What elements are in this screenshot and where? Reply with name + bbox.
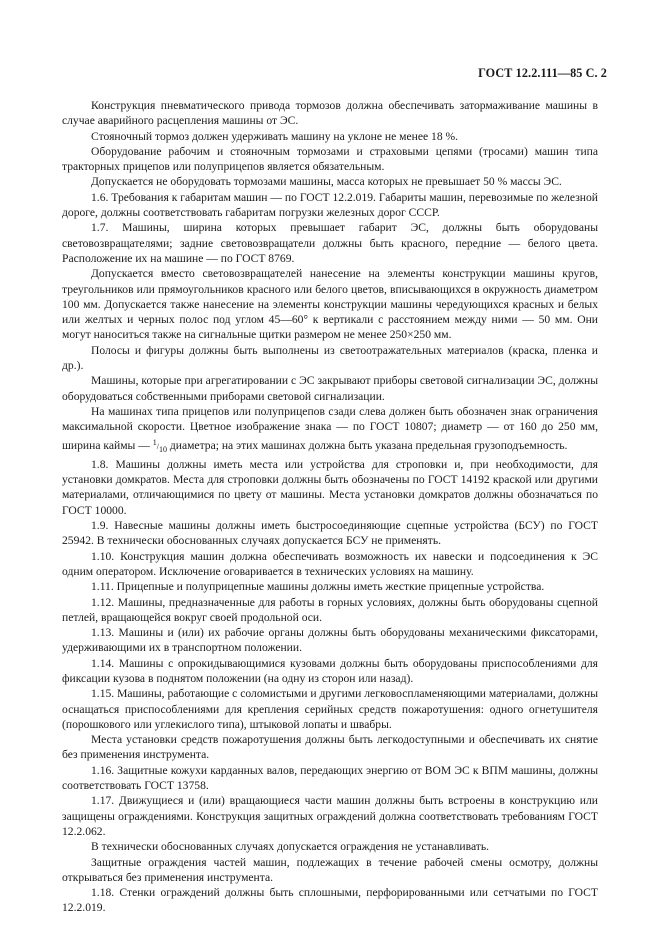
paragraph: Машины, которые при агрегатировании с ЭС закрывают приборы световой сигнализации ЭС, должны оборудоваться собственными приборами световой сигнализации. [62,374,598,403]
paragraph: 1.6. Требования к габаритам машин — по ГОСТ 12.2.019. Габариты машин, перевозимые по железной дороге, должны соответствовать габаритам погрузки железных дорог СССР. [62,190,598,220]
paragraph: 1.13. Машины и (или) их рабочие органы должны быть оборудованы механическими фиксаторами, удерживающими их в транспортном положении. [62,626,598,655]
paragraph: 1.17. Движущиеся и (или) вращающиеся части машин должны быть встроены в конструкцию или защищены ограждениями. Конструкция защитных ограждений должна соответствовать требованиям ГОСТ 12.2.062. [62,794,598,838]
fraction-denominator: 10 [158,444,167,454]
fraction-numerator: 1 [152,437,157,447]
paragraph-text: диаметра; на этих машинах должна быть указана предельная грузоподъемность. [166,438,568,452]
speed-sign-paragraph [62,404,598,457]
paragraph: 1.16. Защитные кожухи карданных валов, передающих энергию от ВОМ ЭС к ВПМ машины, должны соответствовать ГОСТ 13758. [62,763,598,793]
paragraph: 1.11. Прицепные и полуприцепные машины должны иметь жесткие прицепные устройства. [91,580,545,594]
paragraph: 1.12. Машины, предназначенные для работы в горных условиях, должны быть оборудованы сцепной петлей, вращающейся вокруг своей продольной оси. [62,595,598,624]
paragraph: 1.10. Конструкция машин должна обеспечивать возможность их навески и подсоединения к ЭС одним оператором. Исключение оговаривается в технических условиях на машину. [62,549,598,578]
paragraph: Стояночный тормоз должен удерживать машину на уклоне не менее 18 %. [91,129,459,143]
paragraph: Защитные ограждения частей машин, подлежащих в течение рабочей смены осмотру, должны открываться без применения инструмента. [62,855,598,884]
paragraph: Полосы и фигуры должны быть выполнены из светоотражательных материалов (краска, пленка и др.). [62,343,598,373]
paragraph-text: На машинах типа прицепов или полуприцепов сзади слева должен быть обозначен знак ограничения максимальной скорости. Цветное изображение знака — по ГОСТ 10807; диаметр — от 160 до 250 мм, ширина каймы — [62,404,598,452]
paragraph: 1.15. Машины, работающие с соломистыми и другими легковоспламеняющими материалами, должны оснащаться приспособлениями для крепления серийных средств пожаротушения: одного огнетушителя (порошкового или углекислого типа), штыковой лопаты и швабры. [62,687,598,731]
paragraph: 1.18. Стенки ограждений должны быть сплошными, перфорированными или сетчатыми по ГОСТ 12.2.019. [62,886,598,915]
paragraph: 1.8. Машины должны иметь места или устройства для строповки и, при необходимости, для установки домкратов. Места для строповки должны быть обозначены по ГОСТ 14192 краской или другими материалами, отличающимися по цвету от машины. Места установки домкратов должны обозначаться по ГОСТ 10000. [62,457,598,517]
document-body [62,98,598,916]
paragraph: Оборудование рабочим и стояночным тормозами и страховыми цепями (тросами) машин типа тракторных прицепов или полуприцепов является обязательным. [62,144,598,174]
page-header: ГОСТ 12.2.111—85 С. 2 [478,66,607,80]
paragraph: 1.9. Навесные машины должны иметь быстросоединяющие сцепные устройства (БСУ) по ГОСТ 25942. В технически обоснованных случаях допускается БСУ не применять. [62,519,598,548]
paragraph: Места установки средств пожаротушения должны быть легкодоступными и обеспечивать их снятие без применения инструмента. [62,733,598,762]
fraction: $^1/_{10}$ [152,437,167,454]
paragraph: 1.7. Машины, ширина которых превышает габарит ЭС, должны быть оборудованы световозвращателями; задние световозвращатели должны быть красного, передние — белого цвета. Расположение их на машине — по ГОСТ 8769. [62,221,598,265]
paragraph: Допускается не оборудовать тормозами машины, масса которых не превышает 50 % массы ЭС. [91,175,562,189]
paragraph: Конструкция пневматического привода тормозов должна обеспечивать затормаживание машины в случае аварийного расцепления машины от ЭС. [62,99,598,128]
paragraph: 1.14. Машины с опрокидывающимися кузовами должны быть оборудованы приспособлениями для фиксации кузова в поднятом положении (на одну из сторон или назад). [62,656,598,685]
paragraph: В технически обоснованных случаях допускается ограждения не устанавливать. [91,840,490,854]
paragraph: Допускается вместо световозвращателей нанесение на элементы конструкции машины кругов, треугольников или прямоугольников красного или белого цветов, вписывающихся в окружность диаметром 100 мм. Допускается также нанесение на элементы конструкции машины чередующихся красных и белых или желтых и черных полос под углом 45—60° к вертикали с расстоянием между ними — 50 мм. Они могут наноситься также на сигнальные щитки размером не менее 250×250 мм. [62,267,598,342]
